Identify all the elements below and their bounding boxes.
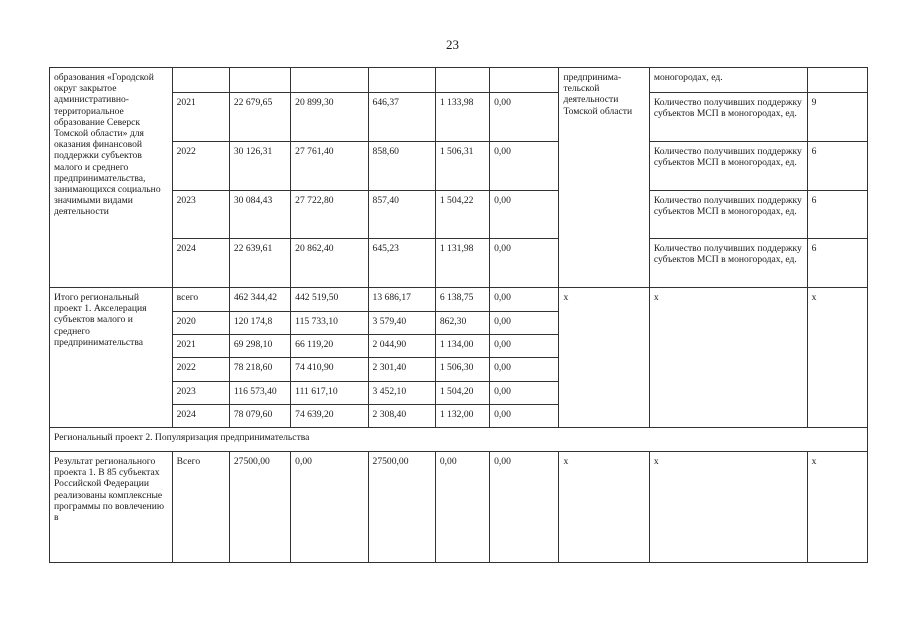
table-row: 2024 78 079,60 74 639,20 2 308,40 1 132,00 0,00 [50,405,868,428]
table-row: 2022 78 218,60 74 410,90 2 301,40 1 506,30 0,00 [50,358,868,382]
executor-cell: предпринима-тельской деятельности Томской области [559,68,649,288]
table-row: 2024 22 639,61 20 862,40 645,23 1 131,98 0,00 Количество получивших поддержку субъектов МСП в моногородах, ед. 6 [50,239,868,288]
table-row: Итого региональный проект 1. Акселерация субъектов малого и среднего предпринимательства всего 462 344,42 442 519,50 13 686,17 6 138,75 0,00 x x x [50,288,868,312]
result-name-cell: Результат регионального проекта 1. В 85 субъектах Российской Федерации реализованы комплексные программы по вовлечению в [50,452,173,563]
total-name-cell: Итого региональный проект 1. Акселерация субъектов малого и среднего предпринимательства [50,288,173,428]
budget-table [49,67,868,563]
table-row: Результат регионального проекта 1. В 85 субъектах Российской Федерации реализованы комплексные программы по вовлечению в Всего 27500,00 0,00 27500,00 0,00 0,00 x x x [50,452,868,563]
measure-name-cell: образования «Городской округ закрытое административно-территориальное образование Северск Томской области» для оказания финансовой поддержки субъектов малого и среднего предпринимательства, занимающихся социально значимыми видами деятельности [50,68,173,288]
table-row: 2020 120 174,8 115 733,10 3 579,40 862,30 0,00 [50,312,868,335]
table-row: 2022 30 126,31 27 761,40 858,60 1 506,31 0,00 Количество получивших поддержку субъектов МСП в моногородах, ед. 6 [50,142,868,191]
page-number: 23 [446,37,459,52]
table-row: 2021 22 679,65 20 899,30 646,37 1 133,98 0,00 Количество получивших поддержку субъектов МСП в моногородах, ед. 9 [50,93,868,142]
table-row: 2023 30 084,43 27 722,80 857,40 1 504,22 0,00 Количество получивших поддержку субъектов МСП в моногородах, ед. 6 [50,191,868,239]
table-row [50,68,868,93]
section-title: Региональный проект 2. Популяризация предпринимательства [50,428,868,452]
indicator-cell: моногородах, ед. [649,68,807,93]
section-row [50,428,868,452]
table-row: 2023 116 573,40 111 617,10 3 452,10 1 504,20 0,00 [50,382,868,405]
table-row: 2021 69 298,10 66 119,20 2 044,90 1 134,00 0,00 [50,335,868,358]
